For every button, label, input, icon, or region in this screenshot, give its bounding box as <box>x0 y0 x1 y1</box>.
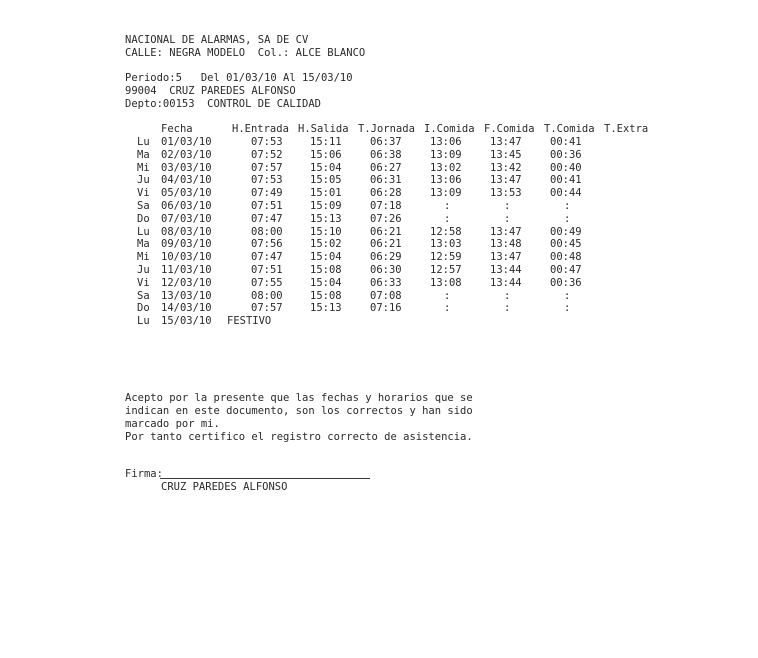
i-comida-cell: 13:08 <box>430 277 462 289</box>
i-comida-cell: 13:06 <box>430 174 462 186</box>
h-entrada-cell: 07:53 <box>251 174 283 186</box>
t-comida-cell: : <box>564 213 571 225</box>
h-entrada-cell: 07:47 <box>251 251 283 263</box>
t-comida-cell: 00:45 <box>550 238 582 250</box>
t-jornada-cell: 06:28 <box>370 187 402 199</box>
column-header-h-entrada: H.Entrada <box>232 123 289 135</box>
h-salida-cell: 15:10 <box>310 226 342 238</box>
h-salida-cell: 15:06 <box>310 149 342 161</box>
f-comida-cell: 13:44 <box>490 277 522 289</box>
date-cell: 15/03/10 <box>161 315 212 327</box>
h-salida-cell: 15:04 <box>310 162 342 174</box>
f-comida-cell: : <box>504 302 511 314</box>
i-comida-cell: 12:57 <box>430 264 462 276</box>
i-comida-cell: : <box>444 213 451 225</box>
day-cell: Ma <box>137 238 150 250</box>
h-entrada-cell: 07:51 <box>251 264 283 276</box>
t-comida-cell: 00:47 <box>550 264 582 276</box>
t-jornada-cell: 06:21 <box>370 238 402 250</box>
f-comida-cell: 13:47 <box>490 136 522 148</box>
t-jornada-cell: 07:26 <box>370 213 402 225</box>
date-cell: 13/03/10 <box>161 290 212 302</box>
signature-line <box>160 478 370 479</box>
f-comida-cell: 13:45 <box>490 149 522 161</box>
column-header-h-salida: H.Salida <box>298 123 349 135</box>
t-jornada-cell: 06:33 <box>370 277 402 289</box>
i-comida-cell: : <box>444 200 451 212</box>
i-comida-cell: 12:59 <box>430 251 462 263</box>
h-entrada-cell: 07:56 <box>251 238 283 250</box>
i-comida-cell: 13:03 <box>430 238 462 250</box>
t-comida-cell: 00:41 <box>550 136 582 148</box>
t-jornada-cell: 06:37 <box>370 136 402 148</box>
employee-line: 99004 CRUZ PAREDES ALFONSO <box>125 85 296 97</box>
f-comida-cell: : <box>504 213 511 225</box>
f-comida-cell: 13:42 <box>490 162 522 174</box>
h-salida-cell: 15:05 <box>310 174 342 186</box>
column-header-t-extra: T.Extra <box>604 123 649 135</box>
date-cell: 12/03/10 <box>161 277 212 289</box>
t-comida-cell: 00:36 <box>550 149 582 161</box>
day-cell: Ju <box>137 264 150 276</box>
company-name: NACIONAL DE ALARMAS, SA DE CV <box>125 34 309 46</box>
date-cell: 03/03/10 <box>161 162 212 174</box>
h-entrada-cell: FESTIVO <box>227 315 272 327</box>
day-cell: Lu <box>137 226 150 238</box>
i-comida-cell: 12:58 <box>430 226 462 238</box>
t-jornada-cell: 06:31 <box>370 174 402 186</box>
column-header-i-comida: I.Comida <box>424 123 475 135</box>
t-comida-cell: : <box>564 200 571 212</box>
day-cell: Do <box>137 213 150 225</box>
i-comida-cell: 13:06 <box>430 136 462 148</box>
t-jornada-cell: 06:38 <box>370 149 402 161</box>
t-comida-cell: 00:40 <box>550 162 582 174</box>
t-jornada-cell: 06:29 <box>370 251 402 263</box>
f-comida-cell: 13:47 <box>490 226 522 238</box>
company-address: CALLE: NEGRA MODELO Col.: ALCE BLANCO <box>125 47 366 59</box>
column-header-f-comida: F.Comida <box>484 123 535 135</box>
column-header-fecha: Fecha <box>161 123 193 135</box>
h-salida-cell: 15:08 <box>310 290 342 302</box>
date-cell: 05/03/10 <box>161 187 212 199</box>
h-entrada-cell: 07:57 <box>251 162 283 174</box>
t-comida-cell: 00:44 <box>550 187 582 199</box>
statement-line-4: Por tanto certifico el registro correcto de asistencia. <box>125 431 473 443</box>
day-cell: Do <box>137 302 150 314</box>
department-line: Depto:00153 CONTROL DE CALIDAD <box>125 98 321 110</box>
date-cell: 09/03/10 <box>161 238 212 250</box>
date-cell: 08/03/10 <box>161 226 212 238</box>
t-jornada-cell: 06:27 <box>370 162 402 174</box>
t-jornada-cell: 07:16 <box>370 302 402 314</box>
date-cell: 01/03/10 <box>161 136 212 148</box>
t-comida-cell: 00:41 <box>550 174 582 186</box>
date-cell: 11/03/10 <box>161 264 212 276</box>
i-comida-cell: 13:09 <box>430 149 462 161</box>
h-entrada-cell: 07:57 <box>251 302 283 314</box>
h-salida-cell: 15:01 <box>310 187 342 199</box>
date-cell: 02/03/10 <box>161 149 212 161</box>
f-comida-cell: 13:53 <box>490 187 522 199</box>
day-cell: Sa <box>137 290 150 302</box>
date-cell: 10/03/10 <box>161 251 212 263</box>
day-cell: Ju <box>137 174 150 186</box>
h-entrada-cell: 08:00 <box>251 290 283 302</box>
h-entrada-cell: 07:55 <box>251 277 283 289</box>
t-jornada-cell: 07:08 <box>370 290 402 302</box>
signature-label: Firma: <box>125 468 163 480</box>
date-cell: 07/03/10 <box>161 213 212 225</box>
h-entrada-cell: 07:47 <box>251 213 283 225</box>
h-salida-cell: 15:09 <box>310 200 342 212</box>
h-salida-cell: 15:13 <box>310 302 342 314</box>
t-jornada-cell: 07:18 <box>370 200 402 212</box>
t-jornada-cell: 06:30 <box>370 264 402 276</box>
h-salida-cell: 15:04 <box>310 277 342 289</box>
date-cell: 14/03/10 <box>161 302 212 314</box>
h-salida-cell: 15:08 <box>310 264 342 276</box>
i-comida-cell: 13:02 <box>430 162 462 174</box>
t-jornada-cell: 06:21 <box>370 226 402 238</box>
statement-line-1: Acepto por la presente que las fechas y horarios que se <box>125 392 473 404</box>
i-comida-cell: : <box>444 290 451 302</box>
h-entrada-cell: 07:52 <box>251 149 283 161</box>
date-cell: 04/03/10 <box>161 174 212 186</box>
h-salida-cell: 15:04 <box>310 251 342 263</box>
day-cell: Sa <box>137 200 150 212</box>
f-comida-cell: 13:47 <box>490 174 522 186</box>
i-comida-cell: 13:09 <box>430 187 462 199</box>
h-salida-cell: 15:13 <box>310 213 342 225</box>
t-comida-cell: 00:36 <box>550 277 582 289</box>
t-comida-cell: : <box>564 302 571 314</box>
f-comida-cell: 13:47 <box>490 251 522 263</box>
t-comida-cell: 00:49 <box>550 226 582 238</box>
f-comida-cell: : <box>504 200 511 212</box>
h-entrada-cell: 07:53 <box>251 136 283 148</box>
day-cell: Lu <box>137 136 150 148</box>
column-header-t-jornada: T.Jornada <box>358 123 415 135</box>
f-comida-cell: : <box>504 290 511 302</box>
h-entrada-cell: 08:00 <box>251 226 283 238</box>
h-entrada-cell: 07:51 <box>251 200 283 212</box>
period-line: Periodo:5 Del 01/03/10 Al 15/03/10 <box>125 72 353 84</box>
i-comida-cell: : <box>444 302 451 314</box>
date-cell: 06/03/10 <box>161 200 212 212</box>
day-cell: Lu <box>137 315 150 327</box>
t-comida-cell: : <box>564 290 571 302</box>
t-comida-cell: 00:48 <box>550 251 582 263</box>
statement-line-2: indican en este documento, son los correctos y han sido <box>125 405 473 417</box>
h-entrada-cell: 07:49 <box>251 187 283 199</box>
signature-name: CRUZ PAREDES ALFONSO <box>161 481 288 493</box>
day-cell: Ma <box>137 149 150 161</box>
day-cell: Vi <box>137 277 150 289</box>
day-cell: Vi <box>137 187 150 199</box>
h-salida-cell: 15:02 <box>310 238 342 250</box>
f-comida-cell: 13:44 <box>490 264 522 276</box>
column-header-t-comida: T.Comida <box>544 123 595 135</box>
statement-line-3: marcado por mi. <box>125 418 220 430</box>
f-comida-cell: 13:48 <box>490 238 522 250</box>
day-cell: Mi <box>137 162 150 174</box>
day-cell: Mi <box>137 251 150 263</box>
h-salida-cell: 15:11 <box>310 136 342 148</box>
